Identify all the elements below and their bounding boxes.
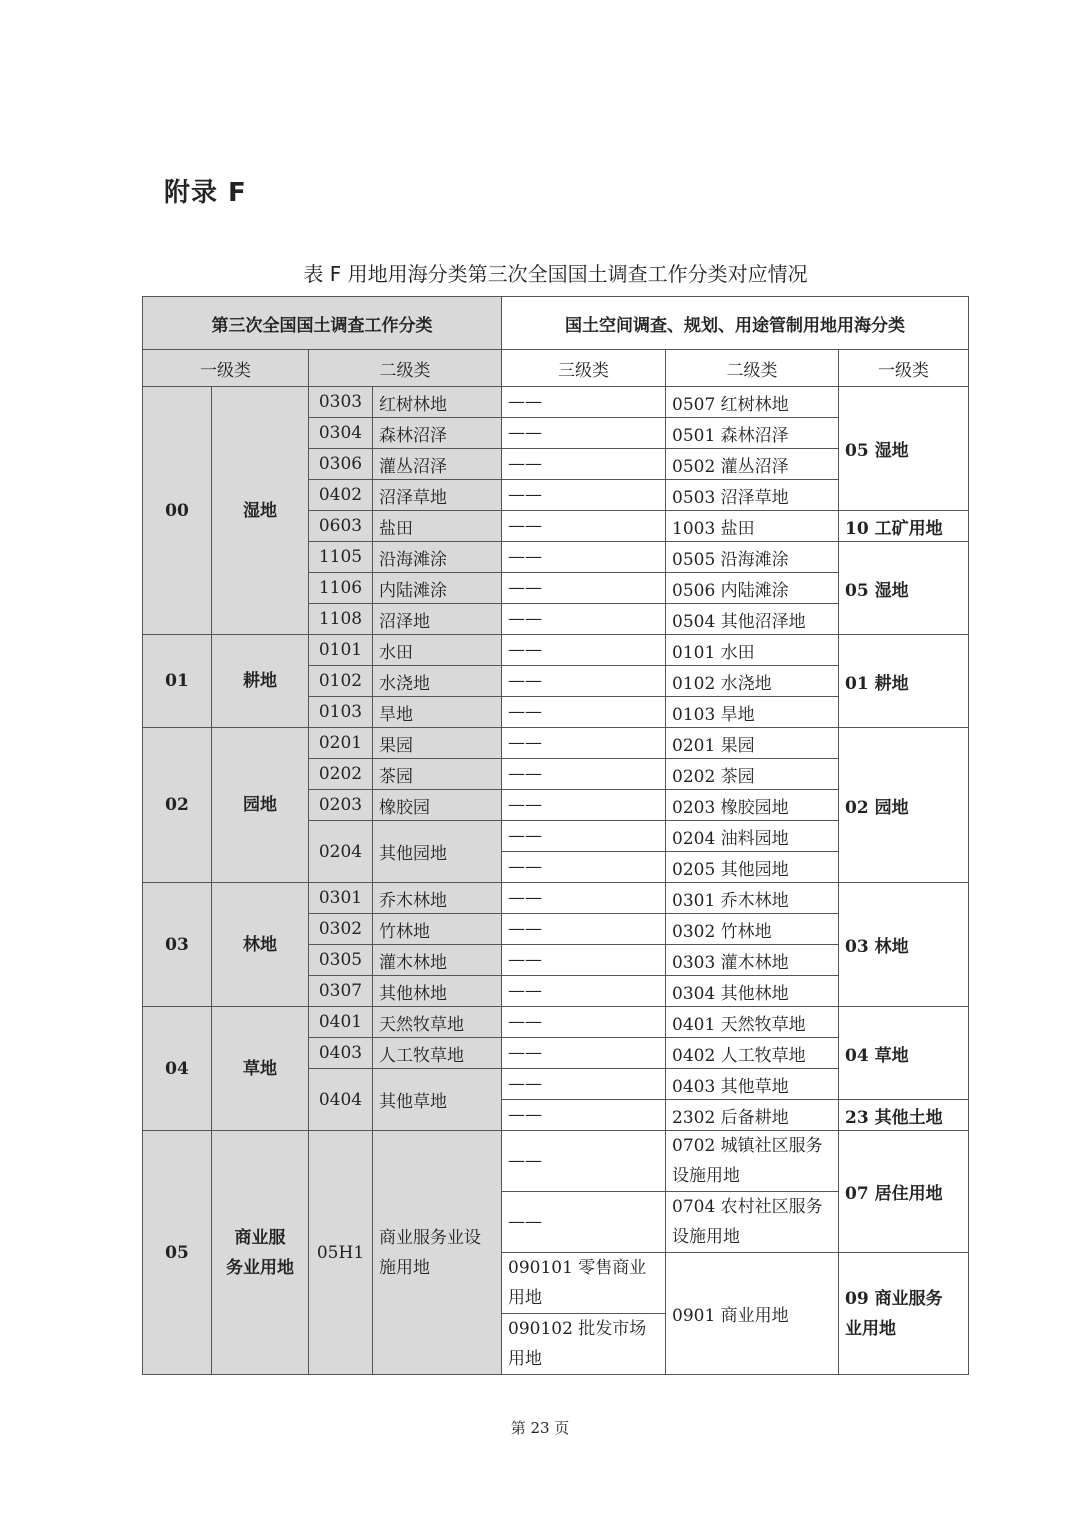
new-level2: 0401 天然牧草地 <box>666 1007 839 1038</box>
table-row <box>143 883 969 914</box>
level2-code: 0603 <box>309 511 373 542</box>
level3-line2: 用地 <box>508 1288 542 1308</box>
new-level1-line1: 09 商业服务 <box>845 1288 943 1309</box>
new-level2-line1: 0704 农村社区服务 <box>672 1197 823 1217</box>
level2-code: 1108 <box>309 604 373 635</box>
level1-code: 03 <box>143 883 212 1007</box>
level3-value: —— <box>502 821 666 852</box>
level1-code: 05 <box>143 1131 212 1375</box>
level3-line1: 090101 零售商业 <box>508 1258 647 1278</box>
level1-name-line1: 商业服 <box>234 1227 286 1248</box>
header-level3-right: 三级类 <box>502 350 666 387</box>
new-level2: 0507 红树林地 <box>666 387 839 418</box>
new-level2: 0304 其他林地 <box>666 976 839 1007</box>
level3-value: —— <box>502 697 666 728</box>
level1-name: 耕地 <box>212 635 309 728</box>
new-level2: 0506 内陆滩涂 <box>666 573 839 604</box>
header-level1-right: 一级类 <box>839 350 969 387</box>
level2-name: 乔木林地 <box>373 883 502 914</box>
new-level2: 0201 果园 <box>666 728 839 759</box>
level2-code: 1106 <box>309 573 373 604</box>
level2-name: 灌丛沼泽 <box>373 449 502 480</box>
level1-name: 草地 <box>212 1007 309 1131</box>
level2-name: 茶园 <box>373 759 502 790</box>
header-row-group <box>143 297 969 350</box>
level2-name: 沼泽草地 <box>373 480 502 511</box>
level2-code: 0401 <box>309 1007 373 1038</box>
level2-code: 1105 <box>309 542 373 573</box>
new-level1: 10 工矿用地 <box>839 511 969 542</box>
level2-name: 盐田 <box>373 511 502 542</box>
level2-name: 竹林地 <box>373 914 502 945</box>
level2-name: 红树林地 <box>373 387 502 418</box>
level2-name: 森林沼泽 <box>373 418 502 449</box>
level2-code: 0301 <box>309 883 373 914</box>
level3-value: —— <box>502 449 666 480</box>
level3-value: —— <box>502 1069 666 1100</box>
new-level1-line2: 业用地 <box>845 1318 896 1339</box>
new-level2: 0203 橡胶园地 <box>666 790 839 821</box>
classification-table <box>142 296 969 1375</box>
level3-line1: 090102 批发市场 <box>508 1319 647 1339</box>
level2-code: 0302 <box>309 914 373 945</box>
header-level1-left: 一级类 <box>143 350 309 387</box>
level2-name-line2: 施用地 <box>379 1257 430 1278</box>
level2-name: 其他园地 <box>373 821 502 883</box>
new-level2: 0102 水浇地 <box>666 666 839 697</box>
level3-value: —— <box>502 542 666 573</box>
level3-value: —— <box>502 790 666 821</box>
level2-code: 05H1 <box>309 1131 373 1375</box>
new-level2: 0205 其他园地 <box>666 852 839 883</box>
table-row <box>143 1131 969 1192</box>
level2-name: 灌木林地 <box>373 945 502 976</box>
new-level2: 2302 后备耕地 <box>666 1100 839 1131</box>
level3-value: —— <box>502 976 666 1007</box>
table-caption: 表 F 用地用海分类第三次全国国土调查工作分类对应情况 <box>303 262 808 286</box>
new-level2: 0502 灌丛沼泽 <box>666 449 839 480</box>
level3-value: —— <box>502 666 666 697</box>
header-right-group: 国土空间调查、规划、用途管制用地用海分类 <box>502 297 969 350</box>
new-level2 <box>666 1131 839 1192</box>
header-level2-left: 二级类 <box>309 350 502 387</box>
level2-code: 0307 <box>309 976 373 1007</box>
new-level1 <box>839 1253 969 1375</box>
new-level2: 0301 乔木林地 <box>666 883 839 914</box>
level2-name: 水田 <box>373 635 502 666</box>
table-row <box>143 387 969 418</box>
new-level1: 04 草地 <box>839 1007 969 1100</box>
level2-code: 0202 <box>309 759 373 790</box>
level2-code: 0102 <box>309 666 373 697</box>
level1-code: 04 <box>143 1007 212 1131</box>
level2-name: 旱地 <box>373 697 502 728</box>
level3-line2: 用地 <box>508 1349 542 1369</box>
level1-code: 00 <box>143 387 212 635</box>
level2-name: 橡胶园 <box>373 790 502 821</box>
level3-value: —— <box>502 852 666 883</box>
new-level1: 23 其他土地 <box>839 1100 969 1131</box>
level2-name: 水浇地 <box>373 666 502 697</box>
new-level2: 0402 人工牧草地 <box>666 1038 839 1069</box>
level3-value: —— <box>502 883 666 914</box>
new-level1: 05 湿地 <box>839 387 969 511</box>
table-row <box>143 1007 969 1038</box>
level3-value: —— <box>502 418 666 449</box>
level3-value: —— <box>502 511 666 542</box>
level2-name: 沼泽地 <box>373 604 502 635</box>
level2-name: 人工牧草地 <box>373 1038 502 1069</box>
level3-value: —— <box>502 1038 666 1069</box>
header-left-group: 第三次全国国土调查工作分类 <box>143 297 502 350</box>
new-level2: 0103 旱地 <box>666 697 839 728</box>
new-level1: 01 耕地 <box>839 635 969 728</box>
new-level2: 0503 沼泽草地 <box>666 480 839 511</box>
level2-name: 天然牧草地 <box>373 1007 502 1038</box>
appendix-title: 附录 F <box>164 178 247 208</box>
level2-code: 0103 <box>309 697 373 728</box>
new-level2: 0302 竹林地 <box>666 914 839 945</box>
level2-name-line1: 商业服务业设 <box>379 1227 481 1248</box>
level3-value: —— <box>502 945 666 976</box>
level1-code: 01 <box>143 635 212 728</box>
level2-code: 0305 <box>309 945 373 976</box>
new-level2: 0202 茶园 <box>666 759 839 790</box>
new-level2-line2: 设施用地 <box>672 1166 740 1186</box>
level2-code: 0201 <box>309 728 373 759</box>
level1-name: 林地 <box>212 883 309 1007</box>
level3-value: —— <box>502 1007 666 1038</box>
level3-value: —— <box>502 1131 666 1192</box>
level3-value <box>502 1253 666 1314</box>
new-level1: 07 居住用地 <box>839 1131 969 1253</box>
level2-code: 0203 <box>309 790 373 821</box>
level3-value: —— <box>502 635 666 666</box>
level3-value: —— <box>502 573 666 604</box>
level2-name <box>373 1131 502 1375</box>
level2-name: 内陆滩涂 <box>373 573 502 604</box>
level2-code: 0101 <box>309 635 373 666</box>
new-level1: 05 湿地 <box>839 542 969 635</box>
new-level1: 03 林地 <box>839 883 969 1007</box>
new-level2: 0501 森林沼泽 <box>666 418 839 449</box>
level2-code: 0402 <box>309 480 373 511</box>
header-row-levels <box>143 350 969 387</box>
new-level2: 0505 沿海滩涂 <box>666 542 839 573</box>
level3-value: —— <box>502 604 666 635</box>
level2-name: 其他林地 <box>373 976 502 1007</box>
level1-name: 湿地 <box>212 387 309 635</box>
level3-value: —— <box>502 728 666 759</box>
level1-name: 园地 <box>212 728 309 883</box>
table-row <box>143 728 969 759</box>
table-row <box>143 635 969 666</box>
page-number: 第 23 页 <box>510 1419 570 1437</box>
level2-code: 0303 <box>309 387 373 418</box>
level3-value: —— <box>502 480 666 511</box>
level2-name: 其他草地 <box>373 1069 502 1131</box>
level2-code: 0306 <box>309 449 373 480</box>
new-level2 <box>666 1192 839 1253</box>
level2-name: 果园 <box>373 728 502 759</box>
new-level2-line2: 设施用地 <box>672 1227 740 1247</box>
level2-code: 0404 <box>309 1069 373 1131</box>
new-level2: 0101 水田 <box>666 635 839 666</box>
new-level1: 02 园地 <box>839 728 969 883</box>
new-level2-line1: 0702 城镇社区服务 <box>672 1136 823 1156</box>
new-level2: 1003 盐田 <box>666 511 839 542</box>
level3-value: —— <box>502 387 666 418</box>
level2-code: 0204 <box>309 821 373 883</box>
level1-code: 02 <box>143 728 212 883</box>
new-level2: 0303 灌木林地 <box>666 945 839 976</box>
level1-name <box>212 1131 309 1375</box>
level3-value: —— <box>502 1192 666 1253</box>
level2-code: 0403 <box>309 1038 373 1069</box>
level3-value <box>502 1314 666 1375</box>
level3-value: —— <box>502 1100 666 1131</box>
new-level2: 0504 其他沼泽地 <box>666 604 839 635</box>
level2-code: 0304 <box>309 418 373 449</box>
level2-name: 沿海滩涂 <box>373 542 502 573</box>
level3-value: —— <box>502 759 666 790</box>
level3-value: —— <box>502 914 666 945</box>
level1-name-line2: 务业用地 <box>226 1257 294 1278</box>
new-level2: 0901 商业用地 <box>666 1253 839 1375</box>
new-level2: 0403 其他草地 <box>666 1069 839 1100</box>
new-level2: 0204 油料园地 <box>666 821 839 852</box>
header-level2-right: 二级类 <box>666 350 839 387</box>
